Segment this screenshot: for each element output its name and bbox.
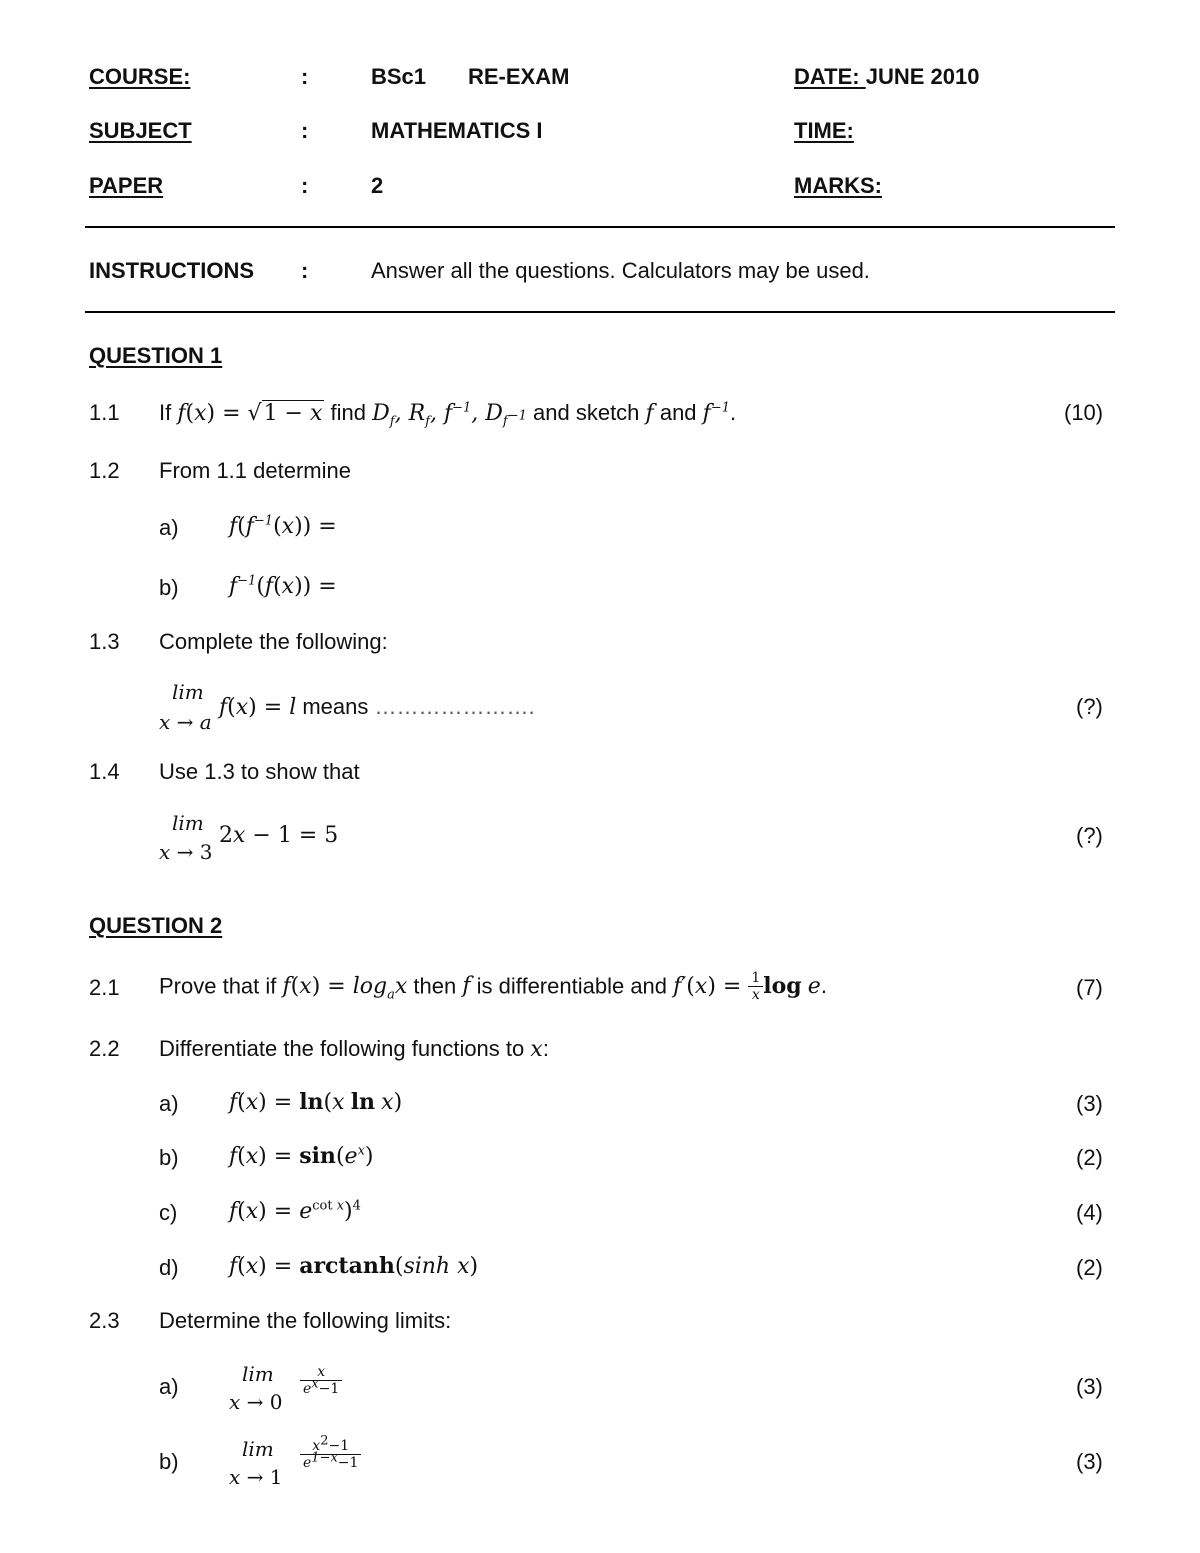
course-colon: : — [301, 64, 309, 89]
item-2-2-d-label: d) — [159, 1255, 179, 1280]
paper-label: PAPER — [89, 173, 164, 198]
course-label: COURSE: — [89, 64, 191, 89]
item-2-3-a-lim: lim — [242, 1362, 274, 1386]
item-1-4-formula: 2x − 1 = 5 — [219, 823, 339, 848]
course-value: BSc1 — [371, 64, 427, 89]
item-2-3-a-fraction: $\frac{x}{e^x-1}$ — [300, 1364, 342, 1397]
item-1-2-text: From 1.1 determine — [159, 458, 351, 483]
item-2-2-a-label: a) — [159, 1091, 179, 1116]
item-2-3-b-label: b) — [159, 1449, 179, 1474]
paper-value: 2 — [371, 173, 384, 198]
item-2-3-a-lim-sub: x → 0 — [229, 1390, 283, 1414]
item-1-3-lim: lim — [172, 680, 204, 704]
item-2-1-marks: (7) — [1076, 975, 1103, 1000]
item-1-2-a-label: a) — [159, 515, 179, 540]
item-1-3-marks: (?) — [1076, 694, 1103, 719]
instructions-colon: : — [301, 258, 309, 283]
subject-colon: : — [301, 118, 309, 143]
item-1-2-b-formula: $f^{-1}(f(x))$ = — [229, 573, 337, 599]
item-1-2-a-formula: $f(f^{-1}(x))$ = — [229, 513, 337, 539]
item-2-2-a-marks: (3) — [1076, 1091, 1103, 1116]
item-1-3-blank: …………………. — [374, 694, 535, 719]
item-1-3-lim-sub: x → a — [159, 710, 212, 734]
item-2-1-number: 2.1 — [89, 975, 120, 1000]
paper-colon: : — [301, 173, 309, 198]
item-2-3-text: Determine the following limits: — [159, 1308, 452, 1333]
item-1-3-number: 1.3 — [89, 629, 120, 654]
header-divider-top — [85, 226, 1115, 228]
item-1-4-text: Use 1.3 to show that — [159, 759, 360, 784]
item-2-2-text: Differentiate the following functions to x: — [159, 1036, 549, 1062]
date-label: DATE: — [794, 64, 860, 89]
item-1-3-means: means — [302, 694, 369, 719]
item-2-3-b-lim-sub: x → 1 — [229, 1465, 283, 1489]
item-2-2-b-label: b) — [159, 1145, 179, 1170]
item-2-1-text: Prove that if $f(x) = \log_ax$ then f is differentiable and f′(x) = $\frac{1}{x}$ log e. — [159, 970, 827, 1003]
item-2-3-a-label: a) — [159, 1374, 179, 1399]
subject-value: MATHEMATICS I — [371, 118, 543, 143]
item-2-2-b-formula: $f(x) = \sin(e^x)$ — [229, 1143, 374, 1169]
item-1-4-lim-sub: x → 3 — [159, 840, 213, 864]
item-1-1-text: If f(x) = √1 − x find $D_f$, $R_f$, $f^{-1}$, $D_{f^{-1}}$ and sketch f and $f^{-1}$. — [159, 400, 737, 430]
item-1-4-lim: lim — [172, 811, 204, 835]
item-1-1-marks: (10) — [1064, 400, 1104, 425]
time-label: TIME: — [794, 118, 854, 143]
item-2-2-number: 2.2 — [89, 1036, 120, 1061]
item-1-3-formula: f(x) = l means …………………. — [219, 694, 535, 720]
item-2-3-b-marks: (3) — [1076, 1449, 1103, 1474]
item-1-4-marks: (?) — [1076, 823, 1103, 848]
item-1-3-text: Complete the following: — [159, 629, 388, 654]
item-2-2-c-formula: $f(x) = e^{cot x})^4$ — [229, 1198, 361, 1224]
item-2-3-number: 2.3 — [89, 1308, 120, 1333]
item-1-2-number: 1.2 — [89, 458, 120, 483]
item-2-3-a-marks: (3) — [1076, 1374, 1103, 1399]
course-type: RE-EXAM — [468, 64, 570, 89]
item-2-2-a-formula: f(x) = ln(x ln x) — [229, 1089, 403, 1115]
date-value: JUNE 2010 — [865, 64, 980, 89]
item-2-2-c-marks: (4) — [1076, 1200, 1103, 1225]
date-field — [794, 66, 979, 88]
instructions-text: Answer all the questions. Calculators may be used. — [371, 258, 870, 283]
item-2-3-b-lim: lim — [242, 1437, 274, 1461]
item-1-1-number: 1.1 — [89, 400, 120, 425]
question-2-heading: QUESTION 2 — [89, 913, 223, 938]
item-2-2-b-marks: (2) — [1076, 1145, 1103, 1170]
item-2-2-d-marks: (2) — [1076, 1255, 1103, 1280]
question-1-heading: QUESTION 1 — [89, 343, 223, 368]
marks-label: MARKS: — [794, 173, 882, 198]
item-2-2-c-label: c) — [159, 1200, 178, 1225]
header-divider-bottom — [85, 311, 1115, 313]
item-2-2-d-formula: f(x) = arctanh(sinh x) — [229, 1253, 479, 1279]
item-1-2-b-label: b) — [159, 575, 179, 600]
instructions-label: INSTRUCTIONS — [89, 258, 254, 283]
subject-label: SUBJECT — [89, 118, 192, 143]
item-2-3-b-fraction: $\frac{x^2-1}{e^{1-x}-1}$ — [300, 1438, 361, 1471]
item-1-4-number: 1.4 — [89, 759, 120, 784]
